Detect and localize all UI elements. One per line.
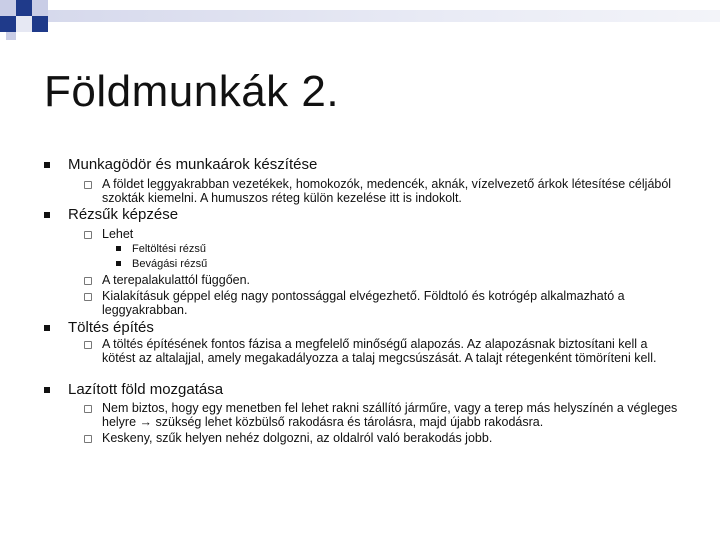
hollow-square-bullet-icon <box>84 293 92 301</box>
square-bullet-icon <box>44 212 50 218</box>
hollow-square-bullet-icon <box>84 405 92 413</box>
small-square-bullet-icon <box>116 261 121 266</box>
hollow-square-bullet-icon <box>84 181 92 189</box>
slide-title: Földmunkák 2. <box>44 67 340 116</box>
square-bullet-icon <box>44 387 50 393</box>
small-square-bullet-icon <box>116 246 121 251</box>
hollow-square-bullet-icon <box>84 341 92 349</box>
hollow-square-bullet-icon <box>84 435 92 443</box>
square-bullet-icon <box>44 162 50 168</box>
slide-content: Munkagödör és munkaárok készítése A földet leggyakrabban vezetékek, homokozók, medencék, aknák, vízelvezető árkok létesítése céljából szokták kiemelni. A humuszos réteg külön kezelése itt is indokolt. Rézsűk képzése Lehet Feltöltési rézsű Bevágási rézsű A terepalakulattól függően. Kialakításuk géppel elég nagy pontossággal elvégezhető. Földtoló és kotrógép alkalmazható a leggyakrabban. Töltés építés A töltés építésének fontos fázisa a megfelelő minőségű alapozás. Az alapozásnak biztosítani kell a kötést az altalajjal, amely megakadályozza a talaj megcsúszását. A talajt rétegenként tömöríteni kell. Lazított föld mozgatása Nem biztos, hogy egy menetben fel lehet rakni szállító járműre, vagy a terep más helyszínén a végleges helyre → szükség lehet közbülső rakodásra és tárolásra, majd újabb rakodásra. Keskeny, szűk helyen nehéz dolgozni, az oldalról való berakodás jobb. <box>0 0 720 540</box>
square-bullet-icon <box>44 325 50 331</box>
hollow-square-bullet-icon <box>84 277 92 285</box>
hollow-square-bullet-icon <box>84 231 92 239</box>
